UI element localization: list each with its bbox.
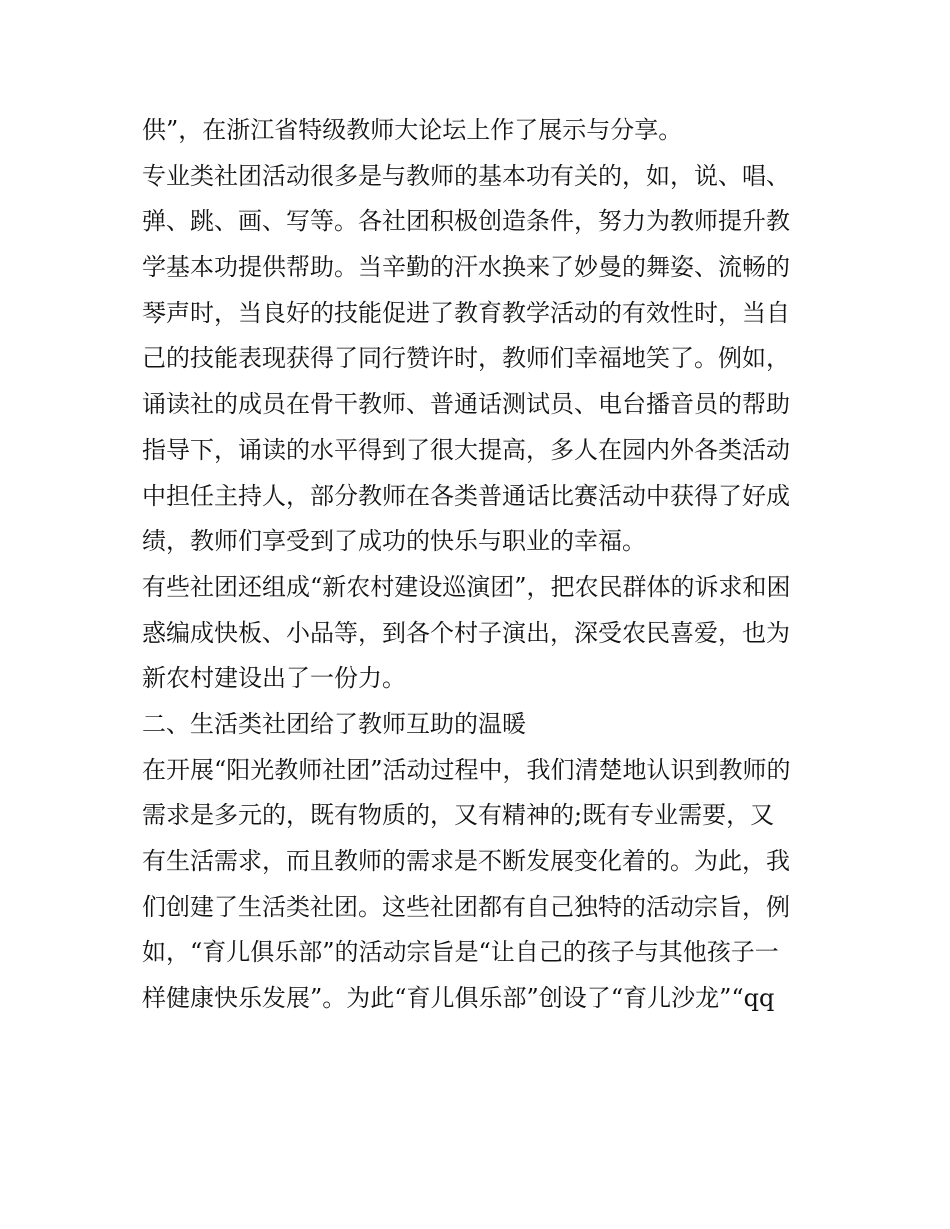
text-line: 惑编成快板、小品等，到各个村子演出，深受农民喜爱，也为: [142, 618, 790, 647]
text-line: 在开展“阳光教师社团”活动过程中，我们清楚地认识到教师的: [142, 755, 791, 784]
text-line: 弹、跳、画、写等。各社团积极创造条件，努力为教师提升教: [142, 207, 790, 236]
section-heading: 二、生活类社团给了教师互助的温暖: [142, 709, 526, 738]
text-line: 有生活需求，而且教师的需求是不断发展变化着的。为此，我: [142, 847, 790, 875]
text-line: 学基本功提供帮助。当辛勤的汗水换来了妙曼的舞姿、流畅的: [142, 253, 790, 282]
text-line: 绩，教师们享受到了成功的快乐与职业的幸福。: [142, 527, 646, 556]
text-line: 诵读社的成员在骨干教师、普通话测试员、电台播音员的帮助: [142, 390, 790, 419]
text-line: 中担任主持人，部分教师在各类普通话比赛活动中获得了好成: [142, 481, 790, 510]
text-line: 琴声时，当良好的技能促进了教育教学活动的有效性时，当自: [142, 298, 790, 327]
text-line: 需求是多元的，既有物质的，又有精神的;既有专业需要，又: [142, 801, 775, 830]
text-line: 供”，在浙江省特级教师大论坛上作了展示与分享。: [142, 116, 683, 144]
text-line: 有些社团还组成“新农村建设巡演团”，把农民群体的诉求和困: [142, 572, 791, 601]
text-line: 如，“育儿俱乐部”的活动宗旨是“让自己的孩子与其他孩子一: [142, 938, 779, 967]
text-line: 己的技能表现获得了同行赞许时，教师们幸福地笑了。例如，: [142, 344, 790, 373]
text-line: 指导下，诵读的水平得到了很大提高，多人在园内外各类活动: [142, 435, 790, 464]
text-line: 样健康快乐发展”。为此“育儿俱乐部”创设了“育儿沙龙”“qq: [142, 984, 775, 1013]
text-line: 们创建了生活类社团。这些社团都有自己独特的活动宗旨，例: [142, 892, 790, 921]
body-text: [142, 108, 822, 1022]
text-line: 新农村建设出了一份力。: [142, 664, 406, 693]
text-line: 专业类社团活动很多是与教师的基本功有关的，如，说、唱、: [142, 161, 790, 190]
